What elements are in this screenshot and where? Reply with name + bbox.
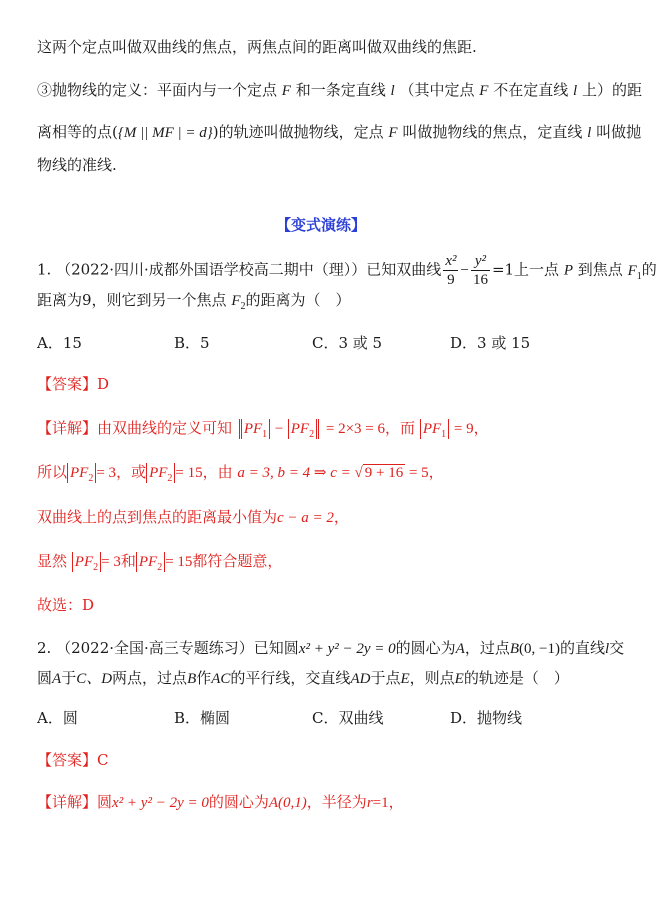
math-var: l [390, 83, 395, 99]
math-expr: x² + y² − 2y = 0 [112, 795, 209, 811]
q1-option-a[interactable]: A．15 [37, 334, 82, 352]
math-var: l [587, 125, 592, 141]
q2-detail-line-1: 【详解】圆x² + y² − 2y = 0的圆心为A(0,1)，半径为r=1， [37, 793, 404, 811]
question-text: =1上一点 [491, 260, 560, 279]
math-expr: c − a = 2 [277, 510, 334, 526]
question-text: （2022·全国·高三专题练习）已知圆 [56, 639, 299, 657]
q2-option-c[interactable]: C．双曲线 [312, 709, 384, 727]
q1-option-c[interactable]: C．3 或 5 [312, 334, 383, 352]
answer-value: C [97, 751, 109, 769]
section-title: 【变式演练】 [275, 216, 366, 234]
q1-detail-line-4: 显然 $PF_2 = 3$和 $PF_2 = 15$都符合题意， [37, 552, 283, 573]
question-text: 到焦点 [577, 260, 623, 279]
math-var: F [388, 125, 398, 141]
q1-detail-line-5: 故选：D [37, 596, 95, 614]
intro-line-1 [37, 37, 477, 57]
math-var: $F_1$ [627, 262, 642, 282]
q2-option-a[interactable]: A．圆 [37, 709, 78, 727]
fraction: $\frac{\text{x²}}{9}$ [445, 253, 457, 288]
question-text: 距离为9，则它到另一个焦点 [37, 291, 227, 309]
intro-text: 叫做抛 [596, 123, 642, 141]
question-number: 1. [37, 260, 52, 279]
intro-text: 不在定直线 [493, 81, 569, 99]
question-text: 的 [641, 260, 657, 279]
intro-text: 叫做抛物线的焦点，定直线 [402, 123, 583, 141]
intro-text: 上）的距 [582, 81, 643, 99]
intro-text: )的轨迹叫做抛物线，定点 [212, 123, 384, 141]
intro-line-3 [37, 122, 641, 143]
detail-label: 【详解】 [37, 419, 98, 437]
q1-answer [37, 374, 109, 394]
math-set: {M || MF | = d} [117, 125, 213, 141]
q1-line-2 [37, 290, 351, 311]
q2-option-b[interactable]: B．椭圆 [174, 709, 231, 727]
math-var: F [479, 83, 489, 99]
intro-line-2 [37, 80, 642, 101]
sqrt: √ 9 + 16 [354, 465, 404, 481]
q2-answer [37, 750, 109, 770]
q1-detail-line-2: 所以 $PF_2 = 3$，或 $PF_2 = 15$，由 a = 3, b = 4 ⇒ c = √ 9 + 16 = 5， [37, 463, 444, 484]
math-expr: a = 3, b = 4 ⇒ c = [237, 465, 355, 481]
math-expr: $PF_1 - PF_2$ [239, 419, 319, 439]
math-var: F [281, 83, 291, 99]
q2-line-2: 圆A于C、D两点，过点B作AC的平行线，交直线AD于点E，则点E的轨迹是（ ） [37, 669, 569, 687]
math-var: l [573, 83, 578, 99]
q1-option-d[interactable]: D．3 或 15 [450, 334, 531, 352]
intro-text: 物线的准线. [37, 156, 117, 174]
math-var: P [563, 262, 574, 279]
q1-detail-line-1: 【详解】由双曲线的定义可知 $PF_1 - PF_2 = 2\times 3 = 6$，而 $PF_1 = 9$， [37, 419, 489, 440]
fraction: $\frac{\text{y²}}{16}$ [472, 253, 488, 288]
intro-text: 这两个定点叫做双曲线的焦点，两焦点间的距离叫做双曲线的焦距. [37, 38, 477, 56]
math-expr: x² + y² − 2y = 0 [298, 641, 396, 657]
q1-option-b[interactable]: B．5 [174, 334, 210, 352]
q2-line-1: 2. （2022·全国·高三专题练习）已知圆x² + y² − 2y = 0的圆心为A，过点B(0, −1)的直线l交 [37, 639, 625, 657]
intro-line-4 [37, 155, 117, 175]
answer-value: D [97, 375, 110, 393]
q2-option-d[interactable]: D．抛物线 [450, 709, 523, 727]
detail-label: 【详解】 [37, 793, 98, 811]
question-text: 的距离为（ ） [245, 291, 351, 309]
q1-detail-line-3: 双曲线上的点到焦点的距离最小值为c − a = 2， [37, 508, 349, 526]
math-var: $F_2$ [231, 293, 246, 312]
answer-label: 【答案】 [37, 751, 98, 769]
answer-label: 【答案】 [37, 375, 98, 393]
intro-text: ③抛物线的定义：平面内与一个定点 [37, 81, 278, 99]
q1-line-1: 1. （2022·四川·成都外国语学校高二期中（理））已知双曲线 $\frac{\text{x²}}{9}$ − $\frac{\text{y²}}{16}$ =1上一点 P 到焦点 $F_1$的 [37, 253, 657, 288]
question-number: 2. [37, 639, 52, 657]
intro-text: 和一条定直线 [295, 81, 386, 99]
intro-text: （其中定点 [399, 81, 475, 99]
question-text: （2022·四川·成都外国语学校高二期中（理））已知双曲线 [56, 260, 442, 279]
intro-text: 离相等的点( [37, 123, 118, 141]
